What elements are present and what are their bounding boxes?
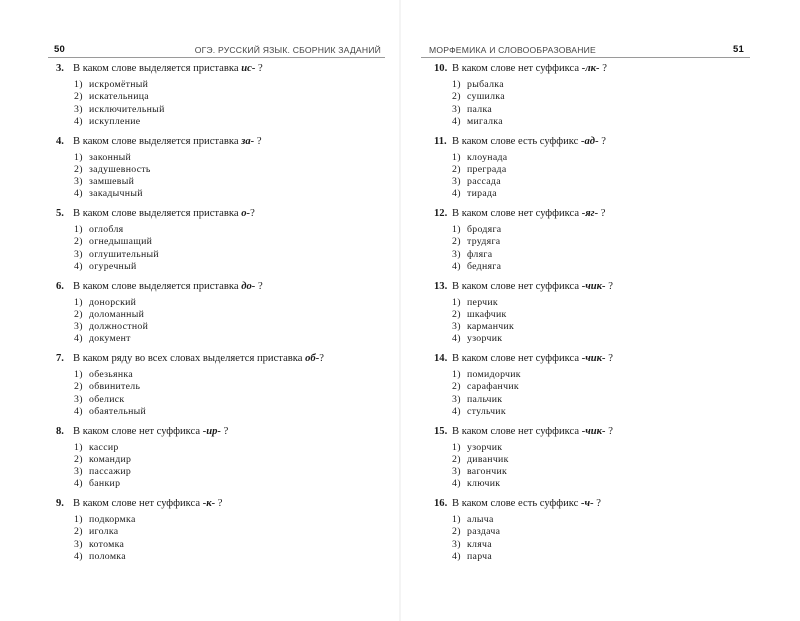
option-word: кассир — [89, 441, 119, 453]
page-number: 51 — [733, 44, 744, 55]
question-end: ? — [319, 353, 324, 364]
option-word: раздача — [467, 526, 501, 538]
question-end: ? — [605, 425, 613, 437]
option-word: клоунада — [467, 151, 508, 163]
option-word: бродяга — [467, 224, 502, 235]
option-word: доломанный — [89, 308, 145, 320]
answer-option — [74, 369, 386, 381]
option-number: 1) — [74, 369, 83, 380]
question-end: ? — [605, 280, 613, 292]
morpheme: -ч- — [580, 498, 594, 509]
answer-option — [452, 309, 774, 321]
option-word: узорчик — [467, 333, 503, 345]
answer-option — [452, 539, 774, 551]
morpheme: о- — [241, 208, 251, 219]
answer-option — [452, 478, 774, 490]
option-number: 1) — [74, 151, 83, 163]
morpheme: -к- — [202, 498, 216, 509]
option-number: 3) — [452, 248, 461, 260]
question-prompt: В каком слове есть суффикс — [452, 135, 579, 147]
option-word: ключик — [467, 478, 501, 490]
answer-option — [74, 116, 386, 128]
option-number: 1) — [452, 79, 461, 90]
answer-option — [74, 261, 386, 273]
answer-option — [74, 478, 386, 490]
answer-option — [452, 249, 774, 261]
question-number: 11. — [434, 135, 447, 147]
option-word: шкафчик — [467, 308, 507, 320]
answer-option — [452, 176, 774, 188]
question-text — [56, 497, 386, 510]
question-item — [56, 425, 386, 498]
option-word: котомка — [89, 538, 125, 550]
answer-option — [452, 188, 774, 200]
option-word: пальчик — [467, 393, 503, 405]
question-prompt: В каком слове нет суффикса — [73, 425, 201, 437]
option-number: 4) — [74, 478, 83, 490]
answer-option — [452, 224, 774, 236]
answer-options — [434, 514, 774, 563]
option-number: 3) — [452, 103, 461, 115]
answer-options — [56, 442, 386, 491]
question-prompt: В каком слове нет суффикса — [452, 280, 580, 292]
option-number: 1) — [452, 369, 461, 380]
option-word: искательница — [89, 91, 149, 103]
question-text — [434, 352, 774, 365]
option-number: 1) — [452, 296, 461, 308]
answer-option — [452, 442, 774, 454]
question-end: ? — [255, 280, 263, 292]
answer-option — [74, 442, 386, 454]
question-text — [434, 207, 774, 220]
option-word: огнедышащий — [89, 236, 153, 248]
answer-options — [434, 297, 774, 346]
answer-option — [74, 249, 386, 261]
question-end: ? — [598, 135, 606, 147]
option-word: алыча — [467, 514, 494, 525]
answer-option — [74, 454, 386, 466]
answer-option — [74, 104, 386, 116]
option-word: командир — [89, 453, 132, 465]
morpheme: за- — [241, 135, 255, 147]
question-number: 12. — [434, 208, 448, 219]
option-word: обелиск — [89, 393, 125, 405]
answer-option — [452, 514, 774, 526]
answer-option — [74, 176, 386, 188]
question-number: 8. — [56, 425, 64, 437]
option-word: палка — [467, 103, 493, 115]
running-head: МОРФЕМИКА И СЛОВООБРАЗОВАНИЕ — [429, 45, 596, 55]
option-word: замшевый — [89, 176, 135, 188]
option-number: 3) — [74, 321, 83, 333]
option-word: вагончик — [467, 466, 508, 478]
question-item — [434, 497, 774, 570]
option-number: 4) — [74, 115, 83, 127]
option-number: 2) — [452, 163, 461, 175]
option-number: 3) — [452, 321, 461, 333]
answer-option — [74, 224, 386, 236]
question-text — [56, 62, 386, 75]
question-prompt: В каком ряду во всех словах выделяется приставка — [73, 353, 303, 364]
answer-option — [452, 116, 774, 128]
question-number: 14. — [434, 353, 448, 364]
option-number: 2) — [452, 526, 461, 538]
question-text — [56, 135, 386, 148]
morpheme: -ад- — [580, 135, 599, 147]
option-number: 2) — [74, 526, 83, 538]
option-word: кляча — [467, 538, 492, 550]
answer-options — [56, 79, 386, 128]
answer-option — [74, 466, 386, 478]
question-prompt: В каком слове выделяется приставка — [73, 135, 239, 147]
question-text — [56, 425, 386, 438]
question-number: 10. — [434, 63, 448, 74]
question-item — [56, 497, 386, 570]
option-word: задушевность — [89, 163, 151, 175]
option-number: 2) — [452, 236, 461, 248]
option-word: бедняга — [467, 260, 502, 272]
option-number: 1) — [452, 224, 461, 235]
answer-option — [452, 466, 774, 478]
option-number: 4) — [452, 478, 461, 490]
option-word: диванчик — [467, 453, 509, 465]
question-prompt: В каком слове нет суффикса — [73, 498, 201, 509]
option-number: 2) — [452, 453, 461, 465]
answer-option — [452, 381, 774, 393]
answer-option — [452, 394, 774, 406]
option-word: документ — [89, 333, 131, 345]
question-text — [434, 62, 774, 75]
option-word: законный — [89, 151, 132, 163]
question-prompt: В каком слове нет суффикса — [452, 353, 580, 364]
option-word: должностной — [89, 321, 149, 333]
option-word: обаятельный — [89, 405, 147, 417]
answer-option — [74, 321, 386, 333]
question-number: 6. — [56, 280, 64, 292]
answer-option — [452, 152, 774, 164]
option-word: рыбалка — [467, 79, 504, 90]
question-list — [56, 62, 386, 570]
option-word: тирада — [467, 188, 497, 200]
question-item — [434, 425, 774, 498]
answer-option — [452, 551, 774, 563]
option-number: 3) — [452, 393, 461, 405]
option-number: 4) — [74, 333, 83, 345]
answer-option — [452, 236, 774, 248]
question-item — [56, 135, 386, 208]
option-word: банкир — [89, 478, 121, 490]
option-number: 3) — [74, 538, 83, 550]
answer-option — [74, 381, 386, 393]
question-prompt: В каком слове нет суффикса — [452, 63, 580, 74]
page-number: 50 — [54, 44, 65, 55]
answer-option — [74, 297, 386, 309]
answer-options — [434, 369, 774, 418]
option-word: искупление — [89, 115, 141, 127]
option-number: 3) — [452, 176, 461, 188]
option-number: 4) — [452, 405, 461, 417]
morpheme: -чик- — [581, 425, 606, 437]
option-number: 1) — [74, 79, 83, 90]
morpheme: об- — [305, 353, 320, 364]
question-prompt: В каком слове выделяется приставка — [73, 63, 239, 74]
question-end: ? — [593, 498, 601, 509]
question-prompt: В каком слове есть суффикс — [452, 498, 579, 509]
question-number: 16. — [434, 498, 448, 509]
answer-options — [434, 152, 774, 201]
question-item — [434, 280, 774, 353]
option-number: 4) — [452, 115, 461, 127]
option-number: 1) — [452, 514, 461, 525]
option-number: 4) — [74, 260, 83, 272]
question-list — [434, 62, 774, 570]
option-word: мигалка — [467, 115, 503, 127]
option-number: 3) — [74, 176, 83, 188]
answer-option — [74, 394, 386, 406]
option-word: обвинитель — [89, 381, 141, 393]
option-number: 3) — [74, 393, 83, 405]
answer-option — [74, 551, 386, 563]
answer-option — [74, 236, 386, 248]
question-number: 9. — [56, 498, 64, 509]
left-page-header — [48, 43, 385, 58]
question-item — [56, 352, 386, 425]
option-number: 3) — [74, 103, 83, 115]
option-word: рассада — [467, 176, 501, 188]
option-word: поломка — [89, 550, 126, 562]
option-word: оглушительный — [89, 248, 159, 260]
option-word: исключительный — [89, 103, 165, 115]
answer-option — [452, 454, 774, 466]
question-item — [434, 352, 774, 425]
question-end: ? — [215, 498, 223, 509]
option-number: 2) — [452, 381, 461, 393]
option-word: обезьянка — [89, 369, 133, 380]
option-number: 2) — [452, 91, 461, 103]
option-number: 1) — [74, 296, 83, 308]
question-end: ? — [220, 425, 229, 437]
morpheme: -ир- — [202, 425, 221, 437]
option-number: 3) — [74, 466, 83, 478]
question-end: ? — [599, 63, 607, 74]
answer-option — [74, 152, 386, 164]
option-number: 2) — [74, 163, 83, 175]
answer-options — [56, 514, 386, 563]
option-number: 2) — [74, 236, 83, 248]
answer-options — [434, 224, 774, 273]
option-number: 3) — [452, 538, 461, 550]
answer-option — [452, 406, 774, 418]
option-word: парча — [467, 550, 493, 562]
option-word: сушилка — [467, 91, 505, 103]
question-item — [434, 62, 774, 135]
question-number: 7. — [56, 353, 64, 364]
answer-option — [74, 526, 386, 538]
option-number: 4) — [74, 550, 83, 562]
question-item — [56, 280, 386, 353]
right-page-header — [421, 43, 750, 58]
answer-options — [434, 442, 774, 491]
answer-option — [452, 91, 774, 103]
option-word: фляга — [467, 248, 493, 260]
morpheme: ис- — [241, 63, 256, 74]
answer-options — [56, 224, 386, 273]
question-text — [434, 497, 774, 510]
answer-option — [452, 261, 774, 273]
question-item — [434, 135, 774, 208]
option-word: узорчик — [467, 441, 503, 453]
option-number: 4) — [74, 405, 83, 417]
question-prompt: В каком слове нет суффикса — [452, 208, 580, 219]
option-number: 1) — [452, 441, 461, 453]
question-text — [434, 135, 774, 148]
option-word: помидорчик — [467, 369, 521, 380]
morpheme: -яг- — [581, 208, 599, 219]
answer-option — [452, 333, 774, 345]
option-word: искромётный — [89, 79, 149, 90]
answer-option — [74, 79, 386, 91]
answer-option — [74, 91, 386, 103]
answer-options — [434, 79, 774, 128]
question-number: 13. — [434, 280, 448, 292]
running-head: ОГЭ. РУССКИЙ ЯЗЫК. СБОРНИК ЗАДАНИЙ — [194, 45, 381, 55]
option-word: огуречный — [89, 260, 137, 272]
question-end: ? — [254, 135, 262, 147]
option-number: 1) — [452, 151, 461, 163]
question-item — [434, 207, 774, 280]
option-word: карманчик — [467, 321, 515, 333]
answer-option — [74, 333, 386, 345]
question-prompt: В каком слове выделяется приставка — [73, 208, 239, 219]
answer-option — [452, 526, 774, 538]
option-word: закадычный — [89, 188, 143, 200]
option-number: 2) — [74, 308, 83, 320]
option-word: подкормка — [89, 514, 136, 525]
question-text — [56, 207, 386, 220]
option-word: оглобля — [89, 224, 124, 235]
question-text — [434, 425, 774, 438]
answer-option — [452, 79, 774, 91]
option-word: перчик — [467, 296, 498, 308]
question-end: ? — [605, 353, 613, 364]
question-number: 4. — [56, 135, 64, 147]
answer-option — [452, 321, 774, 333]
question-number: 3. — [56, 63, 64, 74]
option-number: 4) — [452, 333, 461, 345]
answer-option — [452, 297, 774, 309]
option-word: сарафанчик — [467, 381, 519, 393]
option-number: 4) — [452, 260, 461, 272]
answer-option — [74, 309, 386, 321]
option-word: донорский — [89, 296, 137, 308]
option-word: преграда — [467, 163, 507, 175]
morpheme: до- — [241, 280, 256, 292]
option-number: 2) — [74, 381, 83, 393]
option-number: 2) — [74, 453, 83, 465]
answer-options — [56, 297, 386, 346]
morpheme: -чик- — [581, 280, 606, 292]
option-number: 4) — [74, 188, 83, 200]
option-number: 2) — [74, 91, 83, 103]
question-number: 15. — [434, 425, 448, 437]
question-item — [56, 62, 386, 135]
answer-option — [74, 514, 386, 526]
morpheme: -чик- — [581, 353, 606, 364]
answer-option — [74, 188, 386, 200]
option-number: 1) — [74, 514, 83, 525]
question-end: ? — [255, 63, 263, 74]
answer-option — [74, 164, 386, 176]
option-number: 4) — [452, 550, 461, 562]
option-word: стульчик — [467, 405, 506, 417]
option-number: 1) — [74, 224, 83, 235]
answer-option — [452, 164, 774, 176]
question-item — [56, 207, 386, 280]
option-word: трудяга — [467, 236, 501, 248]
question-text — [56, 280, 386, 293]
question-prompt: В каком слове нет суффикса — [452, 425, 580, 437]
option-word: пассажир — [89, 466, 132, 478]
answer-option — [452, 369, 774, 381]
answer-option — [74, 406, 386, 418]
question-text — [434, 280, 774, 293]
answer-option — [74, 539, 386, 551]
answer-options — [56, 152, 386, 201]
question-end: ? — [598, 208, 606, 219]
answer-options — [56, 369, 386, 418]
answer-option — [452, 104, 774, 116]
option-number: 2) — [452, 308, 461, 320]
option-number: 4) — [452, 188, 461, 200]
question-number: 5. — [56, 208, 64, 219]
option-number: 3) — [452, 466, 461, 478]
question-prompt: В каком слове выделяется приставка — [73, 280, 239, 292]
morpheme: -лк- — [581, 63, 600, 74]
option-number: 3) — [74, 248, 83, 260]
right-page — [400, 0, 800, 621]
question-end: ? — [250, 208, 255, 219]
question-text — [56, 352, 386, 365]
option-number: 1) — [74, 441, 83, 453]
option-word: иголка — [89, 526, 119, 538]
